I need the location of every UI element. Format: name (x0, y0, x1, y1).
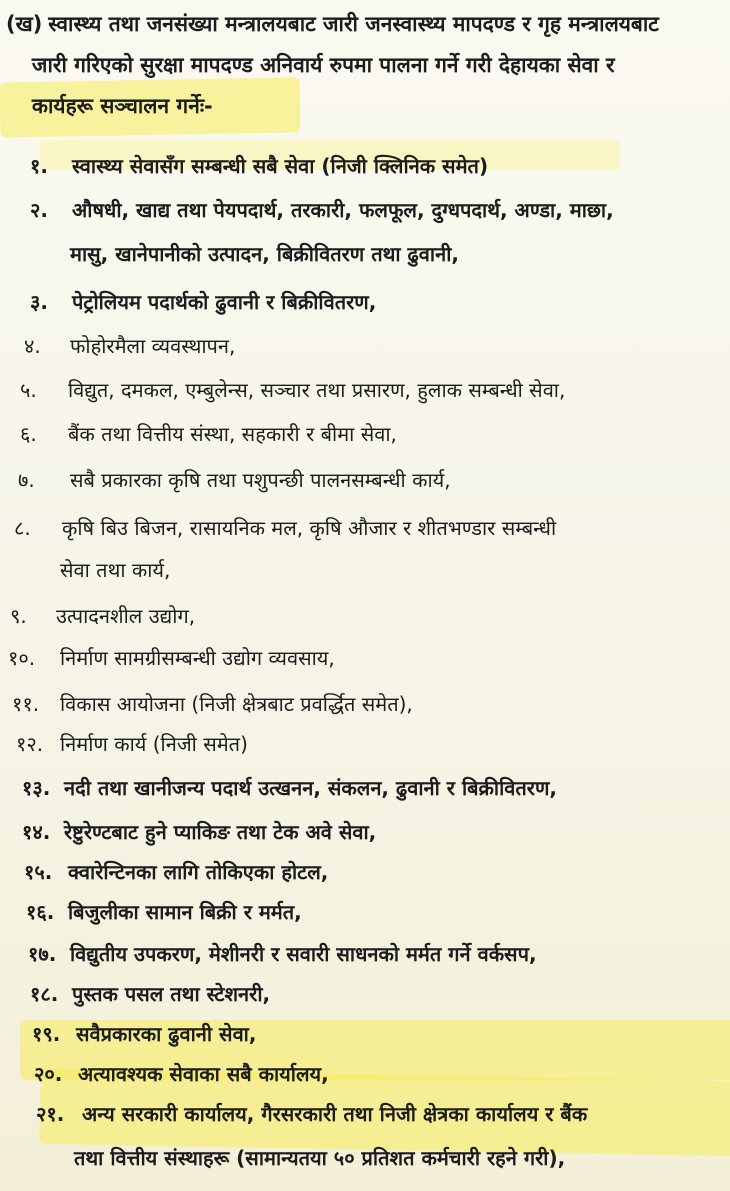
intro-line-1: (ख) स्वास्थ्य तथा जनसंख्या मन्त्रालयबाट जारी जनस्वास्थ्य मापदण्ड र गृह मन्त्रालयबाट (6, 12, 659, 36)
list-item-number: ७. (18, 468, 35, 492)
list-item-number: ३. (30, 290, 48, 314)
list-item (16, 730, 248, 757)
list-item (14, 514, 556, 541)
list-item (30, 288, 376, 315)
list-item-number: ६. (20, 422, 37, 446)
list-item-number: ११. (12, 692, 40, 716)
list-item (12, 690, 413, 717)
list-item-text: बिजुलीका सामान बिक्री र मर्मत, (68, 900, 302, 924)
list-item-text: पुस्तक पसल तथा स्टेशनरी, (72, 982, 271, 1006)
list-item-text: निर्माण कार्य (निजी समेत) (60, 732, 248, 756)
list-item-text: औषधी, खाद्य तथा पेयपदार्थ, तरकारी, फलफूल, दुग्धपदार्थ, अण्डा, माछा, (72, 198, 614, 222)
list-item (34, 1060, 329, 1087)
list-item-number: २१. (36, 1102, 65, 1126)
list-item-text: विद्युत, दमकल, एम्बुलेन्स, सञ्चार तथा प्रसारण, हुलाक सम्बन्धी सेवा, (68, 378, 566, 402)
list-item-number: १५. (24, 860, 53, 884)
list-item-text: सवैप्रकारका ढुवानी सेवा, (76, 1022, 257, 1046)
list-item-text: नदी तथा खानीजन्य पदार्थ उत्खनन, संकलन, ढुवानी र बिक्रीवितरण, (64, 776, 558, 800)
list-item (30, 196, 614, 223)
list-item-text: कृषि बिउ बिजन, रासायनिक मल, कृषि औजार र शीतभण्डार सम्बन्धी (62, 516, 557, 540)
list-item (18, 466, 451, 493)
list-item-text: विकास आयोजना (निजी क्षेत्रबाट प्रवर्द्धित समेत), (60, 692, 413, 716)
list-item-text: निर्माण सामग्रीसम्बन्धी उद्योग व्यवसाय, (60, 646, 335, 670)
list-item-text: उत्पादनशील उद्योग, (56, 604, 196, 628)
list-item-text: रेष्टुरेण्टबाट हुने प्याकिङ तथा टेक अवे सेवा, (64, 820, 377, 844)
list-item (24, 332, 235, 359)
list-item-number: १३. (22, 776, 51, 800)
list-item-number: १९. (32, 1022, 61, 1046)
list-item (36, 1100, 587, 1127)
list-item-text: पेट्रोलियम पदार्थको ढुवानी र बिक्रीवितरण, (72, 290, 377, 314)
list-item (8, 644, 335, 671)
list-item-number: ९. (10, 604, 27, 628)
list-item-text: विद्युतीय उपकरण, मेशीनरी र सवारी साधनको मर्मत गर्ने वर्कसप, (70, 942, 537, 966)
list-item-number: १८. (30, 982, 59, 1006)
list-item (26, 898, 302, 925)
list-item-number: १७. (28, 942, 57, 966)
list-item-number: ८. (14, 516, 31, 540)
list-item-number: १६. (26, 900, 55, 924)
list-item-continuation: तथा वित्तीय संस्थाहरू (सामान्यतया ५० प्रतिशत कर्मचारी रहने गरी), (74, 1146, 566, 1170)
list-item-text: सबै प्रकारका कृषि तथा पशुपन्छी पालनसम्बन्धी कार्य, (70, 468, 451, 492)
list-item-number: १२. (16, 732, 44, 756)
list-item (22, 774, 557, 801)
list-item (20, 376, 565, 403)
list-item-text: अन्य सरकारी कार्यालय, गैरसरकारी तथा निजी क्षेत्रका कार्यालय र बैंक (82, 1102, 588, 1126)
list-item-continuation: मासु, खानेपानीको उत्पादन, बिक्रीवितरण तथा ढुवानी, (70, 242, 459, 266)
list-item-number: १०. (8, 646, 36, 670)
list-item-number: १. (30, 154, 48, 178)
list-item (10, 602, 195, 629)
list-item-number: २०. (34, 1062, 63, 1086)
list-item (30, 980, 270, 1007)
intro-line-2: जारी गरिएको सुरक्षा मापदण्ड अनिवार्य रुपमा पालना गर्ने गरी देहायका सेवा र (31, 53, 615, 77)
list-item-text: क्वारेन्टिनका लागि तोकिएका होटल, (68, 860, 329, 884)
section-label: (ख) (6, 12, 43, 36)
list-item-text: बैंक तथा वित्तीय संस्था, सहकारी र बीमा सेवा, (68, 422, 397, 446)
list-item-number: ५. (20, 378, 37, 402)
list-item-number: २. (30, 198, 48, 222)
list-item-number: १४. (22, 820, 51, 844)
list-item-text: फोहोरमैला व्यवस्थापन, (70, 334, 236, 358)
list-item (22, 818, 376, 845)
list-item-continuation: सेवा तथा कार्य, (60, 558, 171, 582)
list-item (24, 858, 328, 885)
intro-line-3: कार्यहरू सञ्चालन गर्नेः- (31, 94, 213, 118)
list-item-text: अत्यावश्यक सेवाका सबै कार्यालय, (78, 1062, 329, 1086)
list-item (28, 940, 537, 967)
list-item-text: स्वास्थ्य सेवासँग सम्बन्धी सबै सेवा (निजी क्लिनिक समेत) (72, 154, 489, 178)
list-item-number: ४. (24, 334, 41, 358)
list-item (30, 152, 488, 179)
list-item (32, 1020, 256, 1047)
list-item (20, 420, 397, 447)
